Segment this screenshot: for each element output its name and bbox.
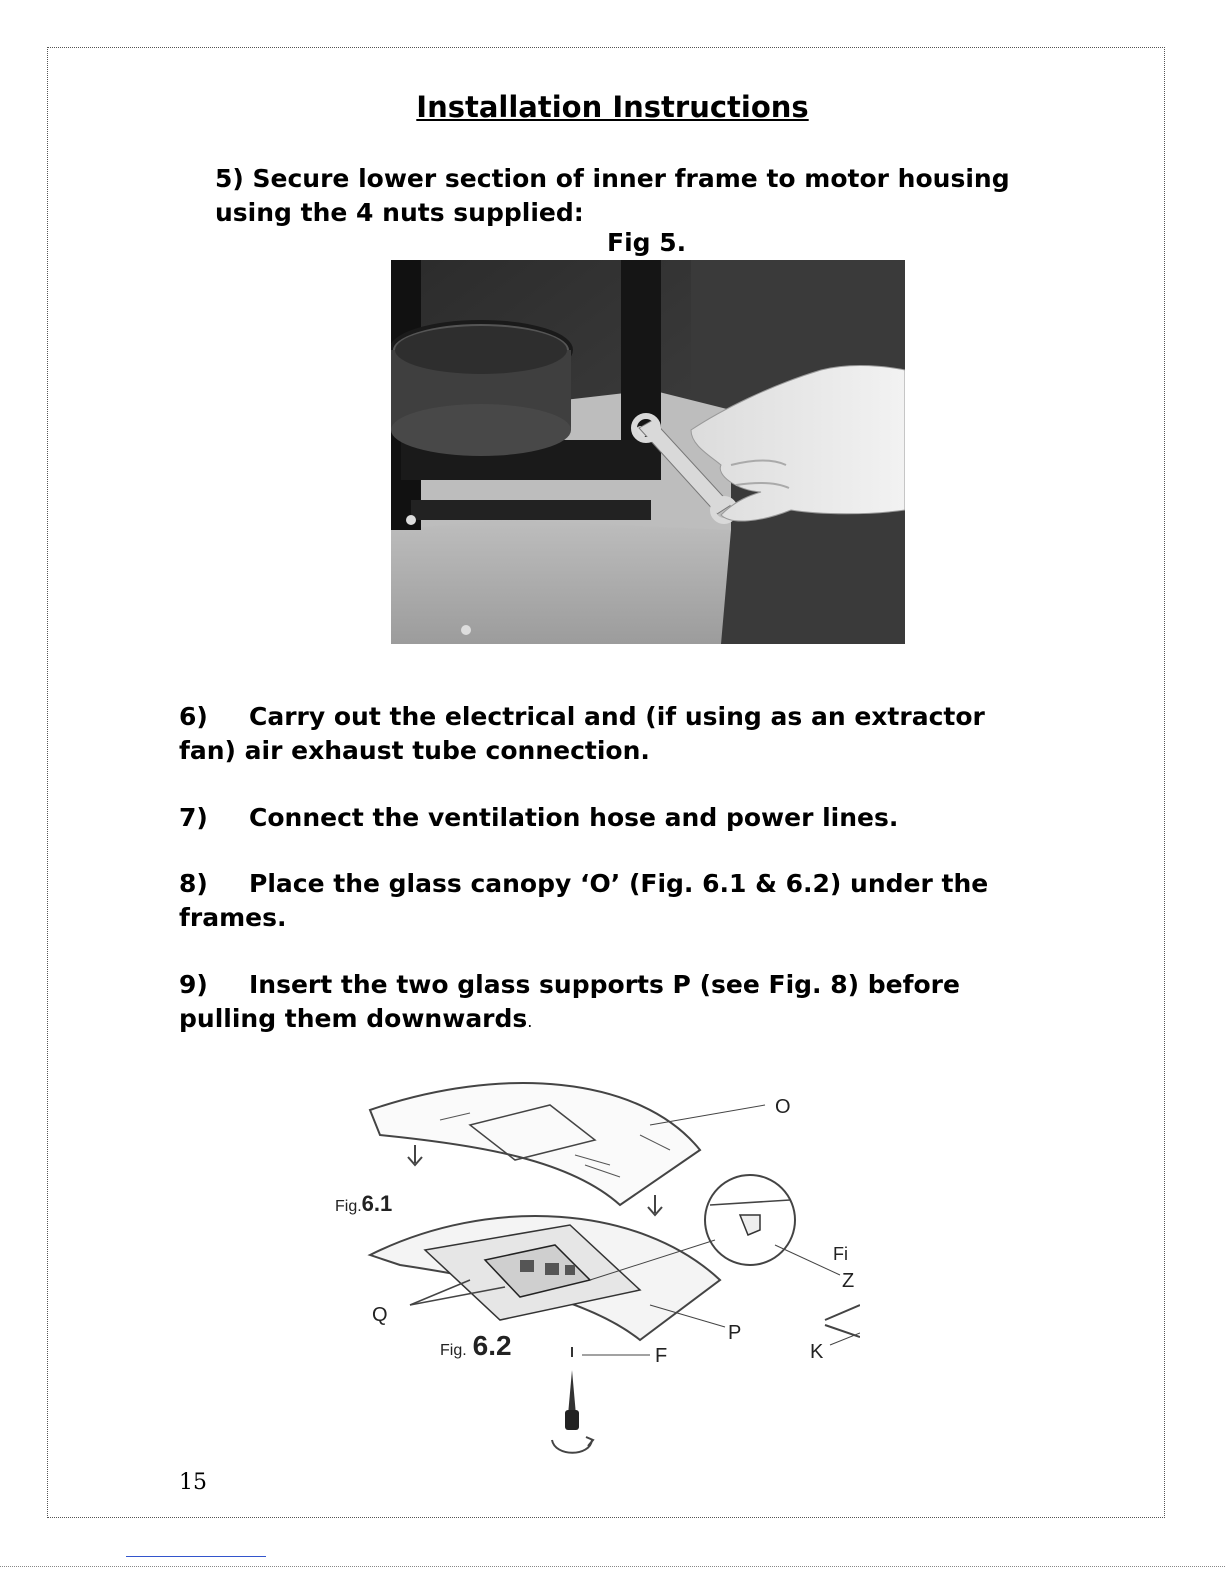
- step-8-number: 8): [179, 869, 208, 898]
- step-6-line-2: fan) air exhaust tube connection.: [179, 736, 650, 765]
- label-fi: Fi: [833, 1244, 848, 1264]
- page-number: 15: [179, 1470, 207, 1495]
- step-8-line-2: frames.: [179, 903, 287, 932]
- fig-6-2-prefix: Fig.: [440, 1342, 467, 1359]
- glass-canopy-shape: [370, 1083, 700, 1205]
- step-6-number: 6): [179, 702, 208, 731]
- step-9-tail: .: [527, 1012, 533, 1031]
- step-6-line-1: [179, 700, 999, 734]
- fig-6-diagram: [320, 1065, 860, 1465]
- label-p: P: [728, 1322, 742, 1344]
- step-9-line-2: [179, 1002, 999, 1039]
- label-k: K: [810, 1341, 824, 1363]
- step-9: [179, 968, 999, 1039]
- fig-5-caption: Fig 5.: [607, 228, 687, 257]
- fig-6-2-label: [440, 1330, 512, 1361]
- step-7: [179, 801, 999, 835]
- step-6-text: Carry out the electrical and (if using as an extractor: [249, 702, 985, 731]
- bottom-rule: [0, 1566, 1225, 1567]
- step-7-line-1: [179, 801, 999, 835]
- label-o: O: [775, 1096, 791, 1118]
- bottom-link-line: [126, 1556, 266, 1557]
- fig-6-1-number: 6.1: [361, 1191, 393, 1216]
- label-q: Q: [372, 1304, 388, 1326]
- step-7-text: Connect the ventilation hose and power lines.: [249, 803, 899, 832]
- fig-5-photo: [391, 260, 905, 644]
- fig-6-1-prefix: Fig.: [335, 1198, 362, 1215]
- step-8-line-1: [179, 867, 999, 901]
- fig-6-1-label: [335, 1191, 392, 1216]
- step-5-line-2: using the 4 nuts supplied:: [215, 198, 584, 227]
- label-z: Z: [842, 1270, 855, 1292]
- fig-6-2-number: 6.2: [472, 1330, 512, 1361]
- step-8-text: Place the glass canopy ‘O’ (Fig. 6.1 & 6.2) under the: [249, 869, 989, 898]
- label-f: F: [655, 1345, 668, 1367]
- step-9-line-2-text: pulling them downwards: [179, 1004, 528, 1033]
- step-5-line-1: 5) Secure lower section of inner frame to motor housing: [215, 164, 1010, 193]
- step-5: [215, 162, 1035, 230]
- step-6: [179, 700, 999, 768]
- step-8: [179, 867, 999, 935]
- step-9-line-1: [179, 968, 999, 1002]
- step-7-number: 7): [179, 803, 208, 832]
- page-title: Installation Instructions: [416, 90, 809, 124]
- step-9-text: Insert the two glass supports P (see Fig. 8) before: [249, 970, 960, 999]
- step-9-number: 9): [179, 970, 208, 999]
